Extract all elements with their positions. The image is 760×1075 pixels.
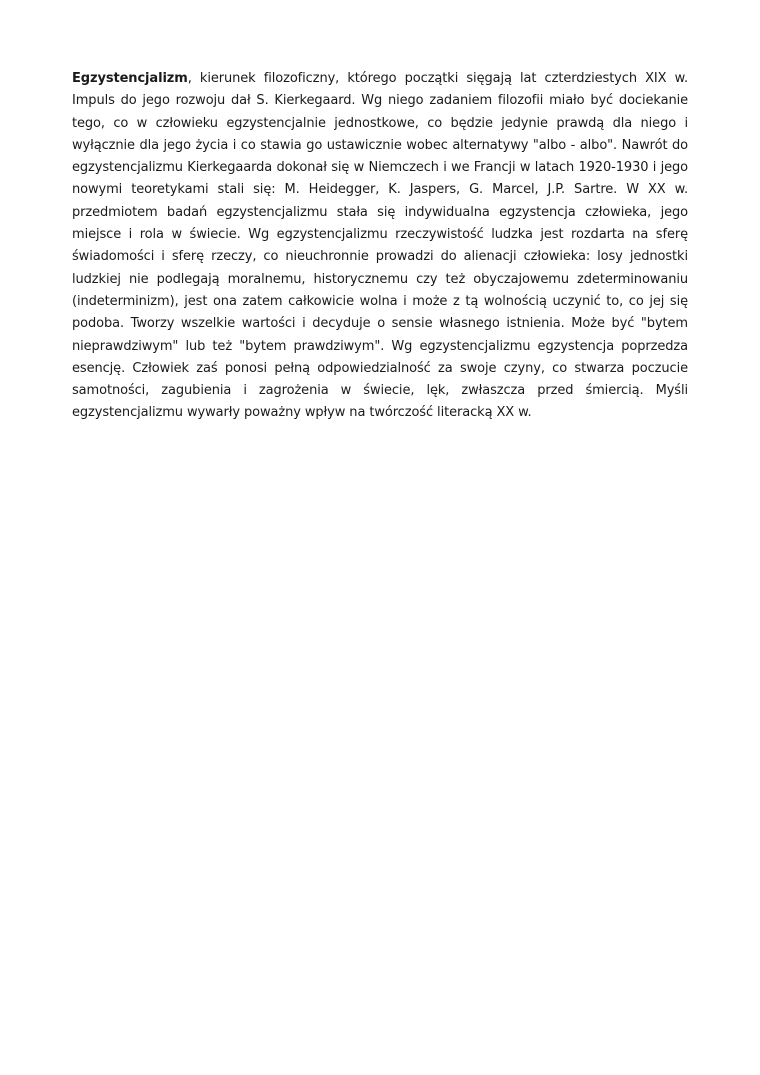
- paragraph-body: , kierunek filozoficzny, którego początki sięgają lat czterdziestych XIX w. Impuls do jego rozwoju dał S. Kierkegaard. Wg niego zadaniem filozofii miało być dociekanie tego, co w człowieku egzystencjalnie jednostkowe, co będzie jedynie prawdą dla niego i wyłącznie dla jego życia i co stawia go ustawicznie wobec alternatywy "albo - albo". Nawrót do egzystencjalizmu Kierkegaarda dokonał się w Niemczech i we Francji w latach 1920-1930 i jego nowymi teoretykami stali się: M. Heidegger, K. Jaspers, G. Marcel, J.P. Sartre. W XX w. przedmiotem badań egzystencjalizmu stała się indywidualna egzystencja człowieka, jego miejsce i rola w świecie. Wg egzystencjalizmu rzeczywistość ludzka jest rozdarta na sferę świadomości i sferę rzeczy, co nieuchronnie prowadzi do alienacji człowieka: losy jednostki ludzkiej nie podlegają moralnemu, historycznemu czy też obyczajowemu zdeterminowaniu (indeterminizm), jest ona zatem całkowicie wolna i może z tą wolnością uczynić to, co jej się podoba. Tworzy wszelkie wartości i decyduje o sensie własnego istnienia. Może być "bytem nieprawdziwym" lub też "bytem prawdziwym". Wg egzystencjalizmu egzystencja poprzedza esencję. Człowiek zaś ponosi pełną odpowiedzialność za swoje czyny, co stwarza poczucie samotności, zagubienia i zagrożenia w świecie, lęk, zwłaszcza przed śmiercią. Myśli egzystencjalizmu wywarły poważny wpływ na twórczość literacką XX w.: [72, 71, 688, 421]
- encyclopedia-paragraph: [72, 68, 688, 425]
- headword-term: Egzystencjalizm: [72, 71, 188, 86]
